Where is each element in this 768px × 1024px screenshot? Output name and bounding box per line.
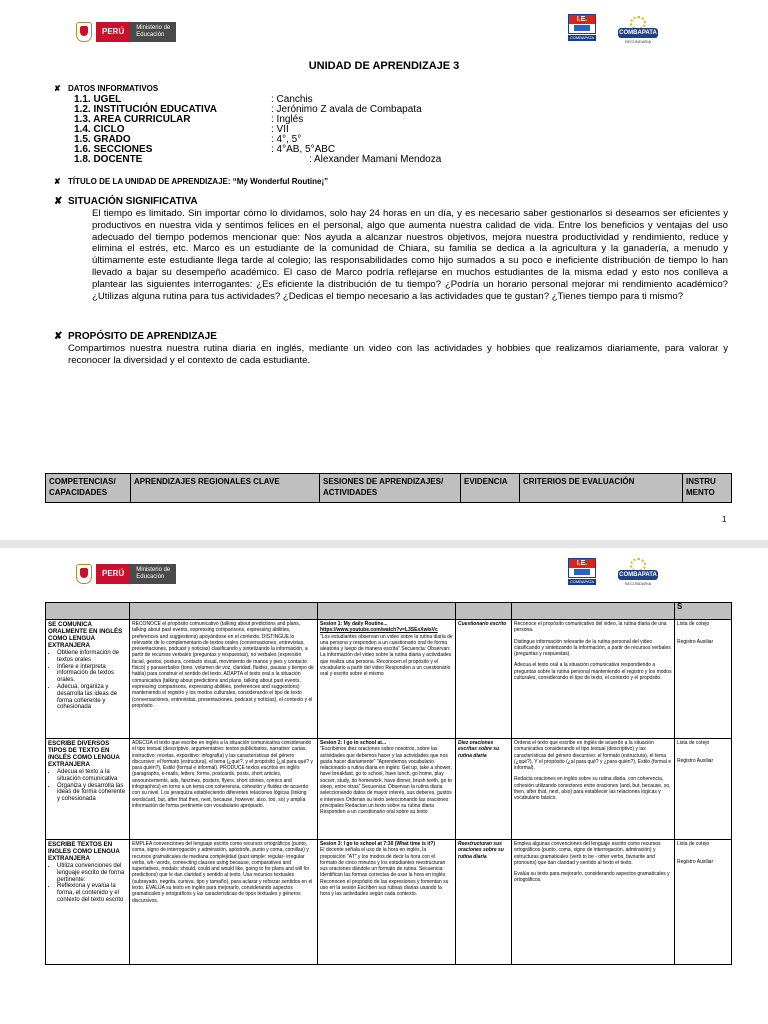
capacidad: • Obtiene información de textos orales	[57, 650, 127, 664]
bullet-x-icon: ✘	[54, 196, 63, 207]
aprendizajes-cell: ADECUA el texto que escribe en inglés a la situación comunicativa considerando el tipo textual (descriptivo, argumentativo: textos publicitarios, narrativo: cartas, instructivo: recetas, expositivo: infografía) y las características del género discursivo: el formato (estructura), el tema (¿qué?, y el propósito (¿al para qué? y para quién?), Estilo (formal e informal). PRODUCE textos escritos en inglés (paragraphs, e-mails, letters, forms, postcards, posts, short articles, announcements, ads, fanzines, posters, flyers, short stories, comics and infographics) en torno a un tema con coherencia, cohesión y fluidez de acuerdo con su nivel. Los jerarquiza estableciendo diferentes relaciones lógicas (linking wordscard, but, after that then, next, because, however, also, too, so) y amplía información de forma pertinente con vocabulario apropiado.	[130, 739, 318, 840]
book-icon	[574, 25, 590, 31]
peru-shield-icon	[76, 22, 92, 42]
bullet-x-icon: ✘	[54, 331, 63, 342]
capacidad: • Organiza y desarrolla las ideas de forma coherente y cohesionada	[57, 783, 127, 803]
unit-table	[45, 602, 732, 965]
capacidad: • Adecua, organiza y desarrolla las ideas de forma coherente y cohesionada	[57, 684, 127, 711]
col-sesiones: SESIONES DE APRENDIZAJES/ ACTIVIDADES	[320, 474, 461, 503]
peru-shield-icon	[76, 564, 92, 584]
unit-table-header	[45, 473, 732, 503]
col-aprendizajes: APRENDIZAJES REGIONALES CLAVE	[131, 474, 320, 503]
ministry-label: Ministerio de Educación	[130, 22, 176, 42]
bullet-x-icon: ✘	[54, 177, 61, 186]
col-evidencia: EVIDENCIA	[461, 474, 520, 503]
table-row	[46, 620, 732, 739]
page-gap	[0, 540, 768, 548]
criterios-cell: Reconoce el propósito comunicativo del video, la rutina diaria de una persona. Distingue información relevante de la rutina personal del video clasificando y sintetizando la información, a partir de recursos verbales (preguntas y respuestas). Adecua el texto oral a la situación comunicativa respondiendo a preguntas sobre la rutina personal manteniendo el registro y los modos culturales, considerando el tipo de texto, el contexto y el propósito.	[512, 620, 675, 739]
ministry-logo	[76, 22, 176, 42]
instrumento-cell: Lista de cotejo Registro Auxiliar	[675, 739, 732, 840]
datos-list: 1.1. UGEL : Canchis 1.2. INSTITUCIÓN EDUCATIVA : Jerónimo Z avala de Combapata 1.3. AREA CURRICULAR : Inglés 1.4. CICLO : VII 1.5. GRADO : 4°, 5° 1.6. SECCIONES : 4°AB, 5°ABC 1.8. DOCENTE : Alexander Mamani Mendoza	[74, 94, 442, 165]
peru-label: PERÚ	[96, 22, 130, 42]
sesion-cell: Sesion 2: I go to school at... "Escribimos diez oraciones sobre nosotros, sobre las actividades que debemos hacer y las actividades que nos gusta hacer diariamente" "Aprendemos vocabulario relacionado a rutina diaria en inglés: Get up, take a shower, have breakfast, go to school, have lunch, go home, play soccer, study, do homework, have dinner, brush teeth, go to sleep, entre otras" Secuencia: Observan la rutina diaria seleccionando datos de mayor interés, sus deberes, gustos e intereses Ordenan su texto seleccionando las oraciones principales Redactan un texto sobre su rutina diaria Responden a un cuestionario oral sobre su texto	[318, 739, 456, 840]
table-row	[46, 840, 732, 965]
school-logo: COMBAPATA SECUNDARIA	[618, 16, 658, 46]
sesion-cell: Sesion 1: My daily Routine... https://www.youtube.com/watch?v=L3SExXwlsVc "Los estudiantes observan un video sobre la rutina diaria de una persona y responden a un cuestionario oral de forma aleatoria y luego de manera escrita" Secuencia: Observan: La información del video sobre la rutina diaria y actividades que realiza una persona. Reconocen el propósito y el vocabulario a partir del video Responden a un cuestionario oral y escrito sobre el mismo	[318, 620, 456, 739]
datos-heading: ✘ DATOS INFORMATIVOS	[54, 84, 159, 93]
page-number: 1	[722, 515, 727, 524]
capacidad: • Adecua el texto a la situación comunicativa	[57, 769, 127, 783]
aprendizajes-cell: RECONOCE el propósito comunicativo (talking about predictions and plans, talking about past events, expressing comparisons, expressing abilities, preferences and suggestions) apoyándose en el contexto. DISTINGUE lo relevante de lo complementario de textos orales (conversaciones, entrevistas, presentaciones, podcast y noticias) clasificando y sintetizando la información, a partir de recursos verbales (preguntas y respuestas), no verbales (expresión facial, gestos, postura, contacto visual, movimiento de manos y pies y contacto físico) y paraverbales (tono, volumen de voz, claridad, fluidez, pausas y tiempo de habla) para construir el sentido del texto. ADAPTA el texto oral a la situación comunicativa (talking about predictions and plans, talking about past events, expressing comparisons, expressing abilities, preferences and suggestions) manteniendo el registro y los modos culturales, considerando el tipo de texto (conversaciones, entrevistas, presentaciones, podcast y noticias), el contexto y el propósito.	[130, 620, 318, 739]
evidencia-cell: Reestructuran sus oraciones sobre su rutina diaria	[456, 840, 512, 965]
capacidad: • Infiere e interpreta información de textos orales.	[57, 664, 127, 684]
sesion-cell: Sesion 3: I go to school at 7:30 (What time is it?) El docente señala el uso de la hora en inglés, la preposición "AT" y los modos de decir la hora con el formato de cinco minutos y los estudiantes reestructuran sus oraciones dándole un formato de rutina. Secuencia: Identifican las formas correctas de usar la hora en inglés Reconocen el propósito de las expresiones y fomentan su uso en la sesión Escriben sus rutinas diarias usando la hora y las actividades según cada contexto.	[318, 840, 456, 965]
evidencia-cell: Diez oraciones escritas sobre su rutina diaria	[456, 739, 512, 840]
competencia: ESCRIBE DIVERSOS TIPOS DE TEXTO EN INGLÉS COMO LENGUA EXTRANJERA	[48, 740, 120, 768]
bullet-x-icon: ✘	[54, 84, 61, 93]
criterios-cell: Ordena el texto que escribe en inglés de acuerdo a la situación comunicativa considerando el tipo textual (descriptivo) y las características del género discursivo: el formato (estructura), el tema (¿qué?), Y el propósito (¿al para qué? y ¿para quién?), Estilo (formal e informal). Redacta oraciones en inglés sobre su rutina diaria, con coherencia, cohesión utilizando conectores entre oraciones (and, but, because, so, then, after that, next, also) para establecer las relaciones lógicas y vocabulario básico.	[512, 739, 675, 840]
titulo-unidad: ✘ TÍTULO DE LA UNIDAD DE APRENDIZAJE: “My Wonderful Routine¡”	[54, 177, 329, 186]
capacidad: • Reflexiona y evalúa la forma, el contenido y el contexto del texto escrito	[57, 883, 127, 903]
ie-logo: I.E. COMBAPATA	[569, 16, 595, 40]
instrumento-cell: Lista de cotejo Registro Auxiliar	[675, 620, 732, 739]
competencia: SE COMUNICA ORALMENTE EN INGLÉS COMO LENGUA EXTRANJERA	[48, 621, 123, 649]
capacidad: • Utiliza convenciones del lenguaje escrito de forma pertinente:	[57, 863, 127, 883]
ie-logo: I.E. COMBAPATA	[569, 560, 595, 584]
situacion-heading: ✘ SITUACIÓN SIGNIFICATIVA	[54, 196, 198, 207]
aprendizajes-cell: EMPLEA convenciones del lenguaje escrito como recursos ortográficos (punto, coma, signo de interrogación y admiración, apóstrofe, punto y coma, comillas) y recursos gramaticales de mediana complejidad (past simple: regular- irregular verbs, wh- words, connecting clauses using because, comparatives and superlatives, modals: should, could and would like, going to for plans and will for predictions) que le dan claridad y sentido al texto. Usa recursos textuales (subrayado, negrita, cursiva, tipo y tamaño), para aclarar y reforzar sentidos en el texto. EVALÚA su texto en inglés para mejorarlo, considerando aspectos gramaticales y ortográficos y las características de tipos textuales y géneros discursivos.	[130, 840, 318, 965]
situacion-text: El tiempo es limitado. Sin importar cómo lo dividamos, solo hay 24 horas en un día, y es necesario saber gestionarlos si deseamos ser eficientes y productivos en nuestra vida y sentimos felices en el personal, algo que aumenta nuestra calidad de vida. Entre los beneficios y ventajas del uso adecuado del tiempo podemos mencionar que: Nos ayuda a alcanzar nuestros objetivos, mejora nuestra productividad y rendimiento, reduce y elimina el estrés, etc. Marco es un estudiante de la comunidad de Chiara, su familia se dedica a la agricultura y la ganadería, a menudo y últimamente este estudiante llega tarde al colegio; las responsabilidades como hijo sumados a su poco e ineficiente distribución de tiempo lo han llevado a bajar su desempeño académico. El caso de Marco podría reflejarse en muchos estudiantes de la misma edad y esto nos conlleva a plantear las siguientes interrogantes: ¿Es eficiente la distribución de tu tiempo? ¿Podría un horario personal mejorar mi rendimiento académico? ¿Utilizas alguna rutina para tus actividades? ¿Dedicas el tiempo necesario a las actividades que te gustan? ¿Tienes tiempo para ti mismo?	[92, 208, 728, 302]
ministry-logo: PERÚ Ministerio de Educación	[76, 564, 176, 584]
col-instrumento: INSTRU MENTO	[683, 474, 732, 503]
table-row	[46, 739, 732, 840]
competencia: ESCRIBE TEXTOS EN INGLES COMO LENGUA EXTRANJERA	[48, 841, 120, 862]
instrumento-cell: Lista de cotejo Registro Auxiliar	[675, 840, 732, 965]
proposito-text: Compartimos nuestra nuestra rutina diaria en inglés, mediante un video con las actividades y hobbies que realizamos diariamente, para valorar y reconocer la diversidad y el contexto de cada estudiante.	[68, 343, 728, 366]
evidencia-cell: Cuestionario escrito	[456, 620, 512, 739]
unit-title: UNIDAD DE APRENDIZAJE 3	[308, 60, 460, 72]
school-logo: COMBAPATA SECUNDARIA	[618, 558, 658, 588]
proposito-heading: ✘ PROPÓSITO DE APRENDIZAJE	[54, 331, 217, 342]
book-icon	[574, 569, 590, 575]
video-link[interactable]: https://www.youtube.com/watch?v=L3SExXwlsVc	[320, 627, 438, 634]
col-instrumento-tail: S	[675, 603, 732, 620]
col-criterios: CRITERIOS DE EVALUACIÓN	[520, 474, 683, 503]
criterios-cell: Emplea algunas convenciones del lenguaje escrito como recursos ortográficos (punto, coma, signo de interrogación, admiración) y estructuras gramaticales (verb to be - other verbs, favourite and pronouns) que dan claridad y sentido al texto el texto. Evalúa su texto para mejorarlo, considerando aspectos gramaticales y ortográficos.	[512, 840, 675, 965]
col-competencias: COMPETENCIAS/ CAPACIDADES	[46, 474, 131, 503]
